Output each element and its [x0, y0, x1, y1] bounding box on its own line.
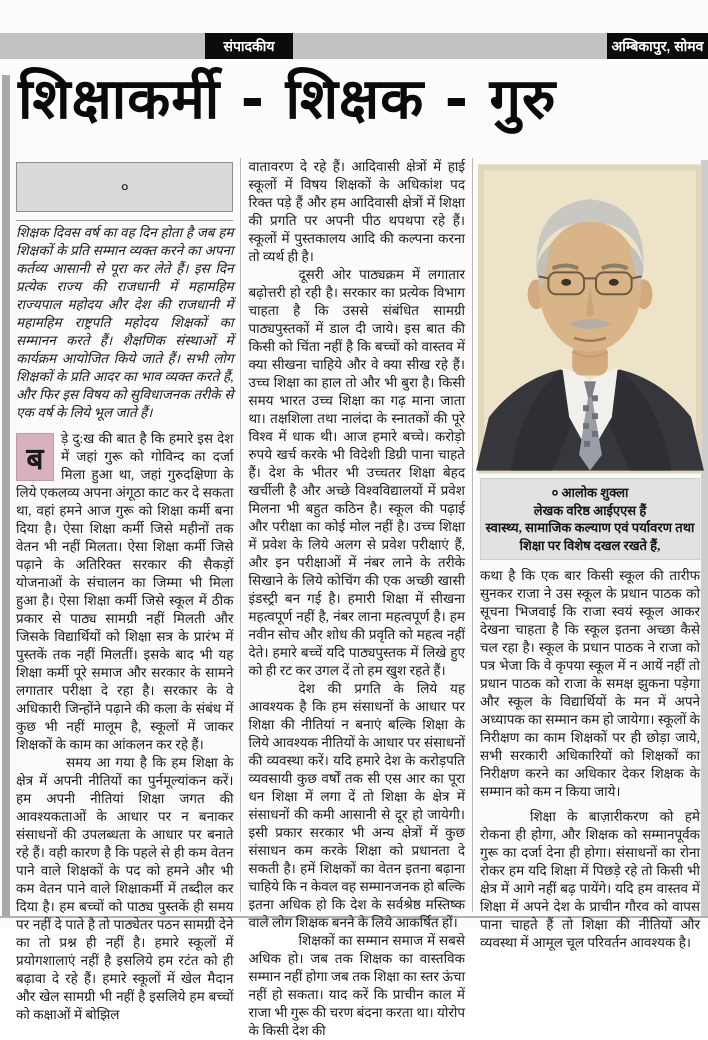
- page-left-edge: [2, 75, 10, 916]
- photo-caption: [480, 478, 700, 560]
- caption-author-title: लेखक वरिष्ठ आईएएस हैं: [533, 502, 647, 518]
- caption-author-detail-2: शिक्षा पर विशेष दखल रखते हैं,: [519, 537, 661, 553]
- paragraph: शिक्षा के बाज़ारीकरण को हमे रोकना ही होगा, और शिक्षक को सम्मानपूर्वक गुरू का दर्जा देना ही होगा। संसाधनों का रोना रोकर हम यदि शिक्षा में पिछड़े रहे तो किसी भी क्षेत्र में आगे नहीं बढ़ पायेंगे। यदि हम वास्तव में शिक्षा में अपने देश के प्राचीन गौरव को वापस पाना चाहते हैं तो शिक्षा की नीतियों और व्यवस्था में आमूल चूल परिवर्तन आवश्यक है।: [480, 809, 700, 950]
- page-right-edge: [701, 160, 708, 916]
- article-headline: शिक्षाकर्मी - शिक्षक - गुरु: [18, 67, 557, 132]
- column-left: [16, 158, 241, 1022]
- paragraph: दूसरी ओर पाठ्यक्रम में लगातार बढ़ोत्तरी हो रही है। सरकार का प्रत्येक विभाग चाहता है कि उससे संबंधित सामग्री पाठ्यपुस्तकों में डाल दी जाये। इस बात की किसी को चिंता नहीं है कि बच्चों को वास्तव में क्या सीखना चाहिये और वे क्या सीख रहे हैं। उच्च शिक्षा का हाल तो और भी बुरा है। किसी समय भारत उच्च शिक्षा का गढ़ माना जाता था। तक्षशिला तथा नालंदा के स्नातकों की पूरे विश्व में धाक थी। आज हमारे बच्चे। करोड़ो रुपये खर्च करके भी विदेशी डिग्री पाना चाहते हैं। देश के भीतर भी उच्चतर शिक्षा बेहद खर्चीली है और अच्छे विश्वविद्यालयों में प्रवेश मिलना भी बहुत कठिन है। स्कूल की पढ़ाई और परीक्षा का कोई मोल नहीं है। उच्च शिक्षा में प्रवेश के लिये अलग से प्रवेश परीक्षाएं हैं, और इन परीक्षाओं में नंबर लाने के तरीके सिखाने के लिये कोचिंग की एक अच्छी खासी इंडस्ट्री बन गई है। हमारी शिक्षा में सीखना महत्वपूर्ण नहीं है, नंबर लाना महत्वपूर्ण है। हम नवीन सोच और शोध की प्रवृति को महत्व नहीं देते। हमारे बच्चें यदि पाठ्यपुस्तक में लिखे हुए को ही रट कर उगल दें तो हम खुश रहते हैं।: [248, 267, 465, 678]
- paragraph: समय आ गया है कि हम शिक्षा के क्षेत्र में अपनी नीतियों का पुर्नमूल्यांकन करें। हम अपनी नीतियां शिक्षा जगत की आवश्यकताओं के आधार पर न बनाकर संसाधनों की उपलब्धता के आधार पर बनाते रहे हैं। वही कारण है कि पहले से ही कम वेतन पाने वाले शिक्षकों के पद को हमने और भी कम वेतन पाने वाले शिक्षाकर्मी में तब्दील कर दिया है। हम बच्चों को पाठ्य पुस्तकें ही समय पर नहीं दे पाते है तो पाठ्येतर पठन सामग्री देने का तो प्रश्न ही नहीं है। हमारे स्कूलों में प्रयोगशालाएं नहीं है इसलिये हम रटंत को ही बढ़ावा दे रहे हैं। हमारे स्कूलों में खेल मैदान और खेल सामग्री भी नहीं है इसलिये हम बच्चों को कक्षाओं में बोझिल: [16, 755, 234, 1022]
- city-date-tag: अम्बिकापुर, सोमव: [607, 33, 708, 59]
- author-portrait-graphic: [481, 167, 699, 471]
- article-body: [16, 158, 700, 1038]
- author-photo: [480, 166, 700, 472]
- paragraph: वातावरण दे रहे हैं। आदिवासी क्षेत्रों में हाई स्कूलों में विषय शिक्षकों के अधिकांश पद रिक्त पड़े हैं और हम आदिवासी क्षेत्रों में शिक्षा की प्रगति पर अपनी पीठ थपथपा रहे हैं। स्कूलों में पुस्तकालय आदि की कल्पना करना तो व्यर्थ ही है।: [248, 159, 465, 264]
- intro-paragraph: शिक्षक दिवस वर्ष का वह दिन होता है जब हम शिक्षकों के प्रति सम्मान व्यक्त करने का अपना कर्तव्य आसानी से पूरा कर लेते हैं। इस दिन प्रत्येक राज्य की राजधानी में महामहिम राज्यपाल महोदय और देश की राजधानी में महामहिम राष्ट्रपति महोदय शिक्षकों का सम्मानन करते हैं। शैक्षणिक संस्थाओं में कार्यक्रम आयोजित किये जाते हैं। सभी लोग शिक्षकों के प्रति आदर का भाव व्यक्त करते हैं, और फिर इस विषय को सुविधाजनक तरीके से एक वर्ष के लिये भूल जाते हैं।: [16, 220, 233, 422]
- column-middle: [241, 158, 473, 1038]
- paragraph: शिक्षकों का सम्मान समाज में सबसे अधिक हो। जब तक शिक्षक का वास्तविक सम्मान नहीं होगा जब तक शिक्षा का स्तर ऊंचा नहीं हो सकता। याद करें कि प्राचीन काल में राजा भी गुरू की चरण बंदना करता था। योरोप के किसी देश की: [248, 933, 466, 1038]
- paragraph: ड़े दु:ख की बात है कि हमारे इस देश में जहां गुरू को गोविन्द का दर्जा मिला हुआ था, जहां गुरुदक्षिणा के लिये एकलव्य अपना अंगूठा काट कर दे सकता था, वहां हमने आज गुरू को शिक्षा कर्मी बना दिया है। ऐसा शिक्षा कर्मी जिसे महीनों तक वेतन भी नहीं मिलता। ऐसा शिक्षा कर्मी जिसे पढ़ाने के अतिरिक्त सरकार की सैकड़ों योजनाओं के संचालन का जिम्मा भी मिला हुआ है। ऐसा शिक्षा कर्मी जिसे स्कूल में ठीक प्रकार से पाठ्य सामग्री नहीं मिलती और जिसके विद्यार्थियों को शिक्षा सत्र के प्रारंभ में पुस्तकें तक नहीं मिलतीं। इसके बाद भी यह शिक्षा कर्मी पूरे समाज और सरकार के सामने लगातार परीक्षा दे रहा है। सरकार के वे अधिकारी जिन्होंने पढ़ाने की कला के संबंध में कुछ भी नहीं मालूम है, स्कूलों में जाकर शिक्षकों के काम का आंकलन कर रहे हैं।: [16, 431, 234, 752]
- dropcap-paragraph: [16, 430, 233, 754]
- caption-author-detail-1: स्वास्थ्य, सामाजिक कल्याण एवं पर्यावरण तथा: [485, 520, 695, 535]
- column-right: [473, 158, 700, 950]
- caption-author-name: ० आलोक शुक्ला: [551, 485, 629, 500]
- paragraph: देश की प्रगति के लिये यह आवश्यक है कि हम संसाधनों के आधार पर शिक्षा की नीतियां न बनाएं बल्कि शिक्षा के लिये आवश्यक नीतियों के आधार पर संसाधनों की व्यवस्था करें। यदि हमारे देश के करोड़पति व्यवसायी कुछ वर्षों तक सी एस आर का पूरा धन शिक्षा में लगा दें तो शिक्षा के क्षेत्र में संसाधनों की कमी आसानी से दूर हो जायेगी। इसी प्रकार सरकार भी अन्य क्षेत्रों में कुछ संसाधन कम करके शिक्षा को प्रधानता दे सकती है। हमें शिक्षकों का वेतन इतना बढ़ाना चाहिये कि न केवल वह सम्मानजनक हो बल्कि इतना अधिक हो कि देश के सर्वश्रेष्ठ मस्तिष्क वाले लोग शिक्षक बनने के लिये आकर्षित हों।: [248, 681, 465, 930]
- editorial-section-tag: संपादकीय: [205, 33, 293, 59]
- byline-placeholder-box: ०: [16, 162, 233, 212]
- paragraph: कथा है कि एक बार किसी स्कूल की तारीफ सुनकर राजा ने उस स्कूल के प्रधान पाठक को सूचना भिजवाई कि राजा स्वयं स्कूल आकर देखना चाहता है कि स्कूल इतना अच्छा कैसे चल रहा है। स्कूल के प्रधान पाठक ने राजा को पत्र भेजा कि वे कृपया स्कूल में न आयें नहीं तो प्रधान पाठक को राजा के समक्ष झुकना पड़ेगा और स्कूल के विद्यार्थियों के मन में अपने अध्यापक का सम्मान कम हो जायेगा। स्कूलों के निरीक्षण का काम शिक्षकों पर ही छोड़ा जाये, सभी सरकारी अधिकारियों को शिक्षकों का निरीक्षण करने का अधिकार देकर शिक्षक के सम्मान को कम न किया जाये।: [480, 568, 700, 799]
- dropcap-letter: ब: [16, 433, 54, 481]
